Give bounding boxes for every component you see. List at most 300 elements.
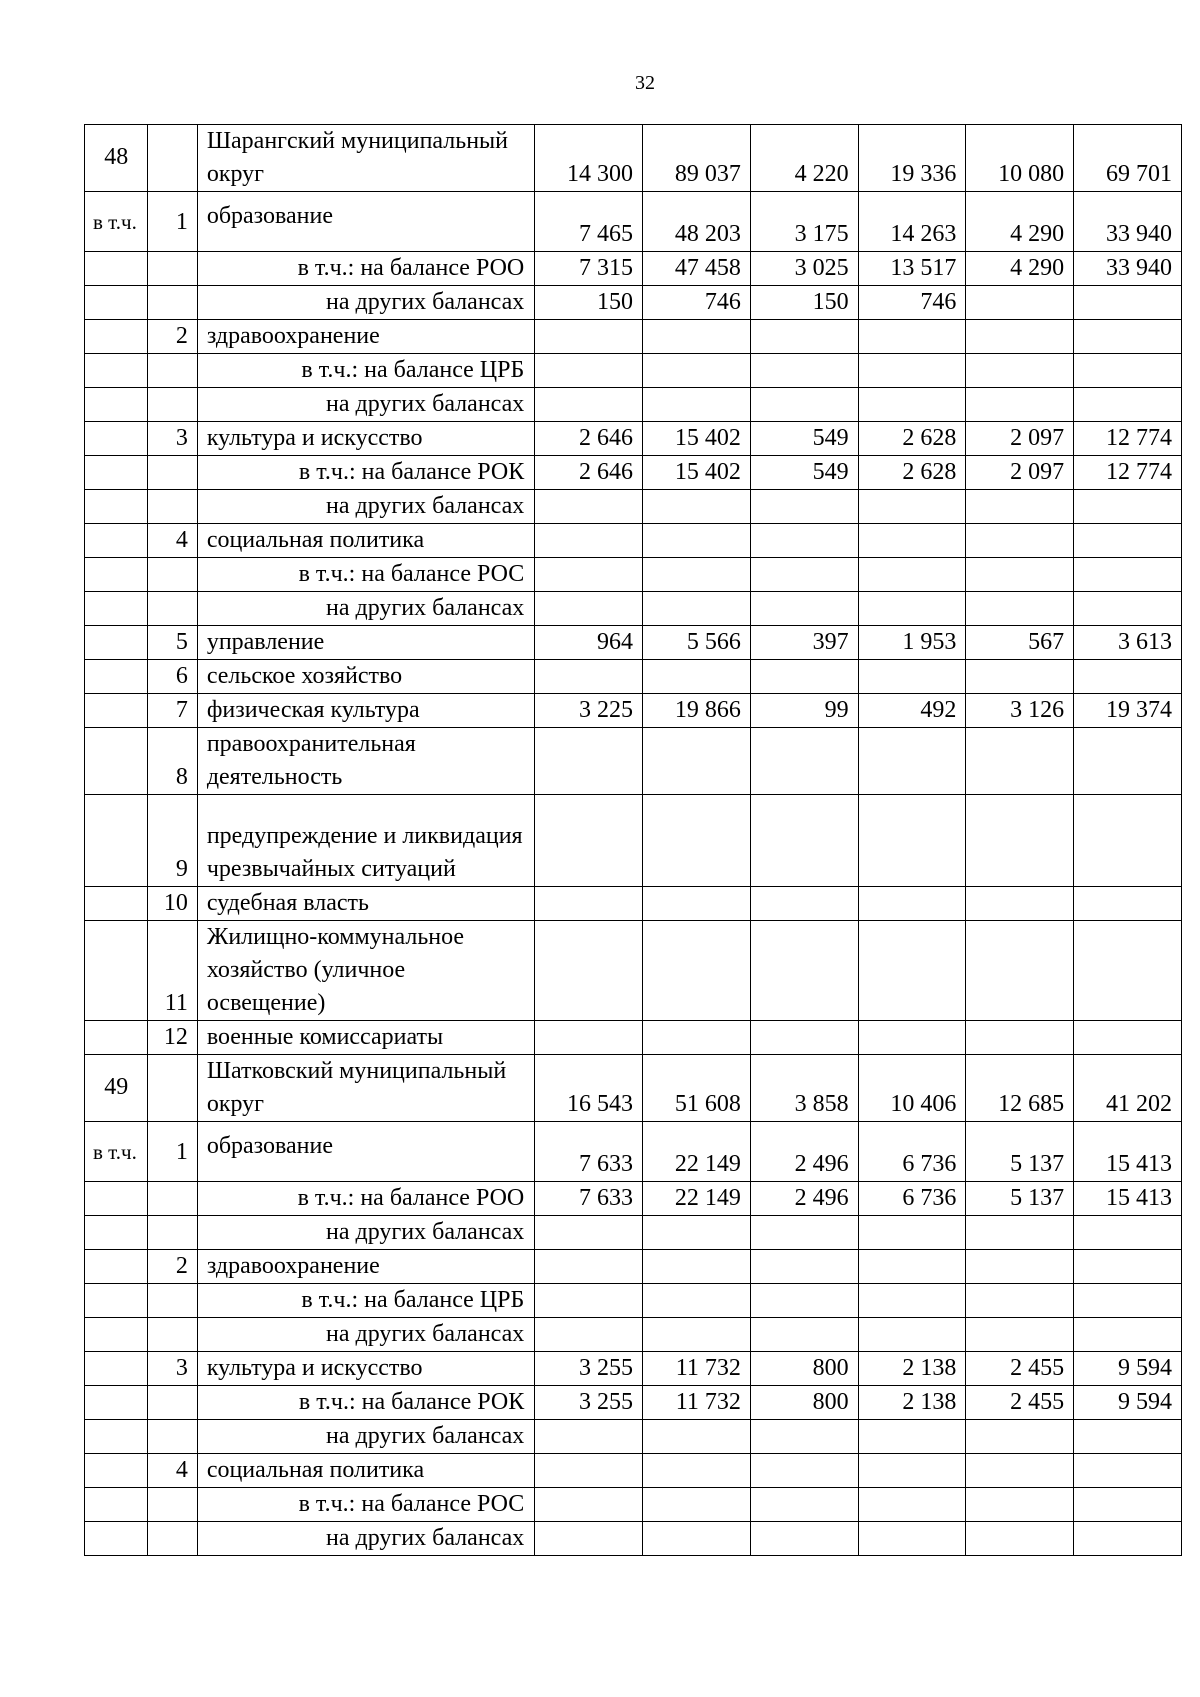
row-number-cell [85,1352,148,1386]
value-cell: 397 [750,626,858,660]
value-cell [535,388,643,422]
value-cell [966,1284,1074,1318]
value-cell: 12 774 [1074,456,1182,490]
value-cell [535,728,643,795]
row-number-cell [85,1182,148,1216]
value-cell: 3 613 [1074,626,1182,660]
row-number-cell [85,728,148,795]
value-cell [966,1522,1074,1556]
sub-number-cell: 3 [148,1352,197,1386]
value-cell [750,1284,858,1318]
value-cell: 2 646 [535,422,643,456]
sub-number-cell: 12 [148,1021,197,1055]
value-cell: 2 496 [750,1122,858,1182]
sub-number-cell: 2 [148,320,197,354]
value-cell: 549 [750,456,858,490]
value-cell [643,921,751,1021]
table-row [85,795,1182,887]
sub-number-cell [148,1055,197,1122]
value-cell [750,795,858,887]
value-cell [750,1488,858,1522]
value-cell [750,1454,858,1488]
value-cell [643,524,751,558]
value-cell: 2 097 [966,456,1074,490]
value-cell: 2 455 [966,1352,1074,1386]
value-cell [643,1318,751,1352]
value-cell [643,795,751,887]
value-cell [750,1318,858,1352]
value-cell: 9 594 [1074,1386,1182,1420]
sub-number-cell [148,388,197,422]
value-cell [1074,524,1182,558]
row-number-cell [85,490,148,524]
value-cell [966,1216,1074,1250]
sub-number-cell [148,1284,197,1318]
value-cell [535,1522,643,1556]
value-cell [1074,354,1182,388]
row-number-cell [85,1318,148,1352]
value-cell [643,1284,751,1318]
row-number-cell [85,694,148,728]
value-cell: 2 455 [966,1386,1074,1420]
row-number-cell [85,286,148,320]
table-row [85,1420,1182,1454]
value-cell [858,660,966,694]
sub-number-cell [148,1386,197,1420]
name-cell: сельское хозяйство [197,660,534,694]
value-cell [966,558,1074,592]
value-cell [858,1420,966,1454]
name-cell: на других балансах [197,388,534,422]
value-cell [643,1420,751,1454]
value-cell: 2 138 [858,1352,966,1386]
value-cell [1074,728,1182,795]
value-cell [858,1488,966,1522]
row-number-cell [85,1420,148,1454]
value-cell: 15 413 [1074,1182,1182,1216]
value-cell [535,1216,643,1250]
name-cell: Жилищно-коммунальное хозяйство (уличное освещение) [197,921,534,1021]
value-cell [966,1420,1074,1454]
value-cell [1074,887,1182,921]
value-cell [1074,1021,1182,1055]
value-cell: 3 858 [750,1055,858,1122]
table-row [85,1318,1182,1352]
row-number-cell [85,921,148,1021]
value-cell: 41 202 [1074,1055,1182,1122]
value-cell [966,887,1074,921]
row-number-cell [85,354,148,388]
value-cell [858,558,966,592]
name-cell: физическая культура [197,694,534,728]
table-row [85,626,1182,660]
value-cell [1074,286,1182,320]
value-cell [643,490,751,524]
value-cell [858,524,966,558]
value-cell: 2 138 [858,1386,966,1420]
sub-number-cell: 10 [148,887,197,921]
row-number-cell [85,1250,148,1284]
value-cell [750,524,858,558]
value-cell [1074,1522,1182,1556]
district-row [85,125,1182,192]
row-number-cell [85,1284,148,1318]
name-cell: социальная политика [197,1454,534,1488]
value-cell [643,1522,751,1556]
table-row [85,320,1182,354]
value-cell [858,1284,966,1318]
row-number-cell [85,1386,148,1420]
sub-number-cell [148,354,197,388]
value-cell [966,921,1074,1021]
value-cell [750,490,858,524]
row-number-cell [85,456,148,490]
value-cell: 22 149 [643,1122,751,1182]
sub-number-cell: 11 [148,921,197,1021]
value-cell [535,558,643,592]
value-cell [1074,1216,1182,1250]
value-cell [750,354,858,388]
sub-number-cell: 4 [148,1454,197,1488]
sub-number-cell [148,558,197,592]
value-cell [1074,1250,1182,1284]
value-cell [858,592,966,626]
value-cell [966,354,1074,388]
value-cell [750,592,858,626]
value-cell: 14 263 [858,192,966,252]
value-cell [535,354,643,388]
value-cell: 492 [858,694,966,728]
value-cell [1074,592,1182,626]
row-number-cell: 49 [85,1055,148,1122]
value-cell: 10 080 [966,125,1074,192]
sub-number-cell: 6 [148,660,197,694]
name-cell: на других балансах [197,490,534,524]
value-cell: 4 290 [966,252,1074,286]
value-cell [535,524,643,558]
value-cell: 2 628 [858,422,966,456]
value-cell [535,1021,643,1055]
value-cell [750,320,858,354]
value-cell: 10 406 [858,1055,966,1122]
value-cell: 746 [643,286,751,320]
table-row [85,1122,1182,1182]
table-row [85,592,1182,626]
name-cell: культура и искусство [197,422,534,456]
value-cell [643,592,751,626]
name-cell: правоохранительная деятельность [197,728,534,795]
value-cell [535,1250,643,1284]
value-cell: 89 037 [643,125,751,192]
sub-number-cell: 1 [148,1122,197,1182]
name-cell: на других балансах [197,286,534,320]
value-cell: 3 126 [966,694,1074,728]
value-cell: 7 315 [535,252,643,286]
value-cell [1074,1318,1182,1352]
value-cell: 33 940 [1074,192,1182,252]
table-row [85,694,1182,728]
value-cell [1074,1488,1182,1522]
value-cell [643,320,751,354]
name-cell: военные комиссариаты [197,1021,534,1055]
table-row [85,1352,1182,1386]
value-cell [535,660,643,694]
name-cell: социальная политика [197,524,534,558]
row-number-cell [85,592,148,626]
value-cell: 15 402 [643,456,751,490]
value-cell [643,660,751,694]
value-cell: 1 953 [858,626,966,660]
sub-number-cell [148,125,197,192]
table-row [85,286,1182,320]
value-cell [966,1318,1074,1352]
sub-number-cell: 2 [148,1250,197,1284]
sub-number-cell: 9 [148,795,197,887]
name-cell: в т.ч.: на балансе РОК [197,1386,534,1420]
value-cell [1074,1454,1182,1488]
value-cell: 5 137 [966,1182,1074,1216]
sub-number-cell [148,252,197,286]
sub-number-cell [148,1488,197,1522]
table-row [85,524,1182,558]
value-cell: 33 940 [1074,252,1182,286]
value-cell [966,1488,1074,1522]
value-cell [858,1522,966,1556]
value-cell [750,887,858,921]
value-cell [858,320,966,354]
value-cell [1074,1284,1182,1318]
district-row [85,1055,1182,1122]
table-row [85,252,1182,286]
table-row [85,192,1182,252]
value-cell [535,1454,643,1488]
row-number-cell: в т.ч. [85,192,148,252]
table-row [85,1250,1182,1284]
sub-number-cell: 5 [148,626,197,660]
table-row [85,490,1182,524]
name-cell: судебная власть [197,887,534,921]
row-number-cell [85,626,148,660]
value-cell [535,795,643,887]
value-cell: 567 [966,626,1074,660]
sub-number-cell [148,456,197,490]
value-cell [1074,921,1182,1021]
row-number-cell [85,1454,148,1488]
table-row [85,558,1182,592]
name-cell: в т.ч.: на балансе РОС [197,558,534,592]
name-cell: здравоохранение [197,1250,534,1284]
name-cell: образование [197,1122,534,1182]
table-row [85,887,1182,921]
table-row [85,1522,1182,1556]
sub-number-cell: 4 [148,524,197,558]
row-number-cell [85,320,148,354]
value-cell: 2 097 [966,422,1074,456]
value-cell [750,1250,858,1284]
table-row [85,354,1182,388]
value-cell: 48 203 [643,192,751,252]
value-cell [858,1454,966,1488]
value-cell: 2 628 [858,456,966,490]
sub-number-cell: 8 [148,728,197,795]
value-cell: 5 137 [966,1122,1074,1182]
page-number: 32 [635,72,655,94]
table-row [85,1021,1182,1055]
value-cell [966,1250,1074,1284]
table-row [85,1284,1182,1318]
value-cell [535,1284,643,1318]
name-cell: в т.ч.: на балансе РОО [197,1182,534,1216]
name-cell: в т.ч.: на балансе РОО [197,252,534,286]
table-row [85,1488,1182,1522]
sub-number-cell [148,1420,197,1454]
value-cell [643,887,751,921]
name-cell: на других балансах [197,1318,534,1352]
value-cell [750,1216,858,1250]
value-cell: 69 701 [1074,125,1182,192]
value-cell [966,728,1074,795]
value-cell: 15 413 [1074,1122,1182,1182]
value-cell [535,490,643,524]
table-row [85,728,1182,795]
name-cell: предупреждение и ликвидация чрезвычайных ситуаций [197,795,534,887]
name-cell: образование [197,192,534,252]
value-cell: 800 [750,1386,858,1420]
value-cell: 2 646 [535,456,643,490]
value-cell [643,728,751,795]
name-cell: в т.ч.: на балансе ЦРБ [197,1284,534,1318]
value-cell: 6 736 [858,1122,966,1182]
value-cell [750,921,858,1021]
value-cell: 6 736 [858,1182,966,1216]
row-number-cell [85,1021,148,1055]
value-cell: 16 543 [535,1055,643,1122]
value-cell [966,320,1074,354]
value-cell: 3 175 [750,192,858,252]
row-number-cell [85,1522,148,1556]
value-cell: 99 [750,694,858,728]
value-cell [966,592,1074,626]
value-cell: 2 496 [750,1182,858,1216]
name-cell: Шатковский муниципальный округ [197,1055,534,1122]
value-cell [858,1216,966,1250]
table-row [85,1454,1182,1488]
value-cell: 19 374 [1074,694,1182,728]
value-cell [643,1488,751,1522]
value-cell: 15 402 [643,422,751,456]
value-cell [535,887,643,921]
value-cell [858,388,966,422]
table-row [85,660,1182,694]
value-cell [750,388,858,422]
value-cell [966,795,1074,887]
value-cell: 51 608 [643,1055,751,1122]
value-cell [535,1318,643,1352]
value-cell [1074,388,1182,422]
value-cell: 9 594 [1074,1352,1182,1386]
value-cell [643,1454,751,1488]
value-cell [966,490,1074,524]
sub-number-cell [148,1182,197,1216]
name-cell: на других балансах [197,1216,534,1250]
name-cell: в т.ч.: на балансе ЦРБ [197,354,534,388]
value-cell [966,660,1074,694]
value-cell: 22 149 [643,1182,751,1216]
value-cell [750,1021,858,1055]
value-cell [858,1250,966,1284]
value-cell [966,524,1074,558]
value-cell: 14 300 [535,125,643,192]
sub-number-cell: 1 [148,192,197,252]
value-cell [643,354,751,388]
value-cell [858,354,966,388]
value-cell [750,1522,858,1556]
value-cell [535,320,643,354]
name-cell: на других балансах [197,592,534,626]
value-cell: 47 458 [643,252,751,286]
sub-number-cell [148,1318,197,1352]
table-row [85,1216,1182,1250]
value-cell: 19 336 [858,125,966,192]
value-cell: 5 566 [643,626,751,660]
value-cell: 11 732 [643,1352,751,1386]
table-row [85,1182,1182,1216]
value-cell [643,1021,751,1055]
value-cell [858,795,966,887]
value-cell: 800 [750,1352,858,1386]
value-cell [966,286,1074,320]
row-number-cell: в т.ч. [85,1122,148,1182]
value-cell [966,388,1074,422]
value-cell: 3 255 [535,1352,643,1386]
value-cell: 7 465 [535,192,643,252]
value-cell [1074,490,1182,524]
row-number-cell [85,422,148,456]
value-cell [1074,795,1182,887]
table-row [85,388,1182,422]
row-number-cell [85,887,148,921]
row-number-cell [85,388,148,422]
row-number-cell [85,660,148,694]
value-cell: 19 866 [643,694,751,728]
value-cell [750,660,858,694]
value-cell: 4 220 [750,125,858,192]
value-cell: 549 [750,422,858,456]
sub-number-cell [148,286,197,320]
value-cell [858,921,966,1021]
value-cell: 12 774 [1074,422,1182,456]
sub-number-cell [148,592,197,626]
table-row [85,1386,1182,1420]
value-cell [966,1021,1074,1055]
name-cell: в т.ч.: на балансе РОК [197,456,534,490]
value-cell [1074,320,1182,354]
value-cell: 11 732 [643,1386,751,1420]
value-cell [966,1454,1074,1488]
value-cell [1074,558,1182,592]
row-number-cell [85,558,148,592]
sub-number-cell: 3 [148,422,197,456]
table-body [85,125,1182,1556]
value-cell [1074,1420,1182,1454]
value-cell [535,921,643,1021]
row-number-cell [85,795,148,887]
name-cell: в т.ч.: на балансе РОС [197,1488,534,1522]
row-number-cell [85,252,148,286]
sub-number-cell [148,1522,197,1556]
name-cell: на других балансах [197,1522,534,1556]
value-cell: 746 [858,286,966,320]
